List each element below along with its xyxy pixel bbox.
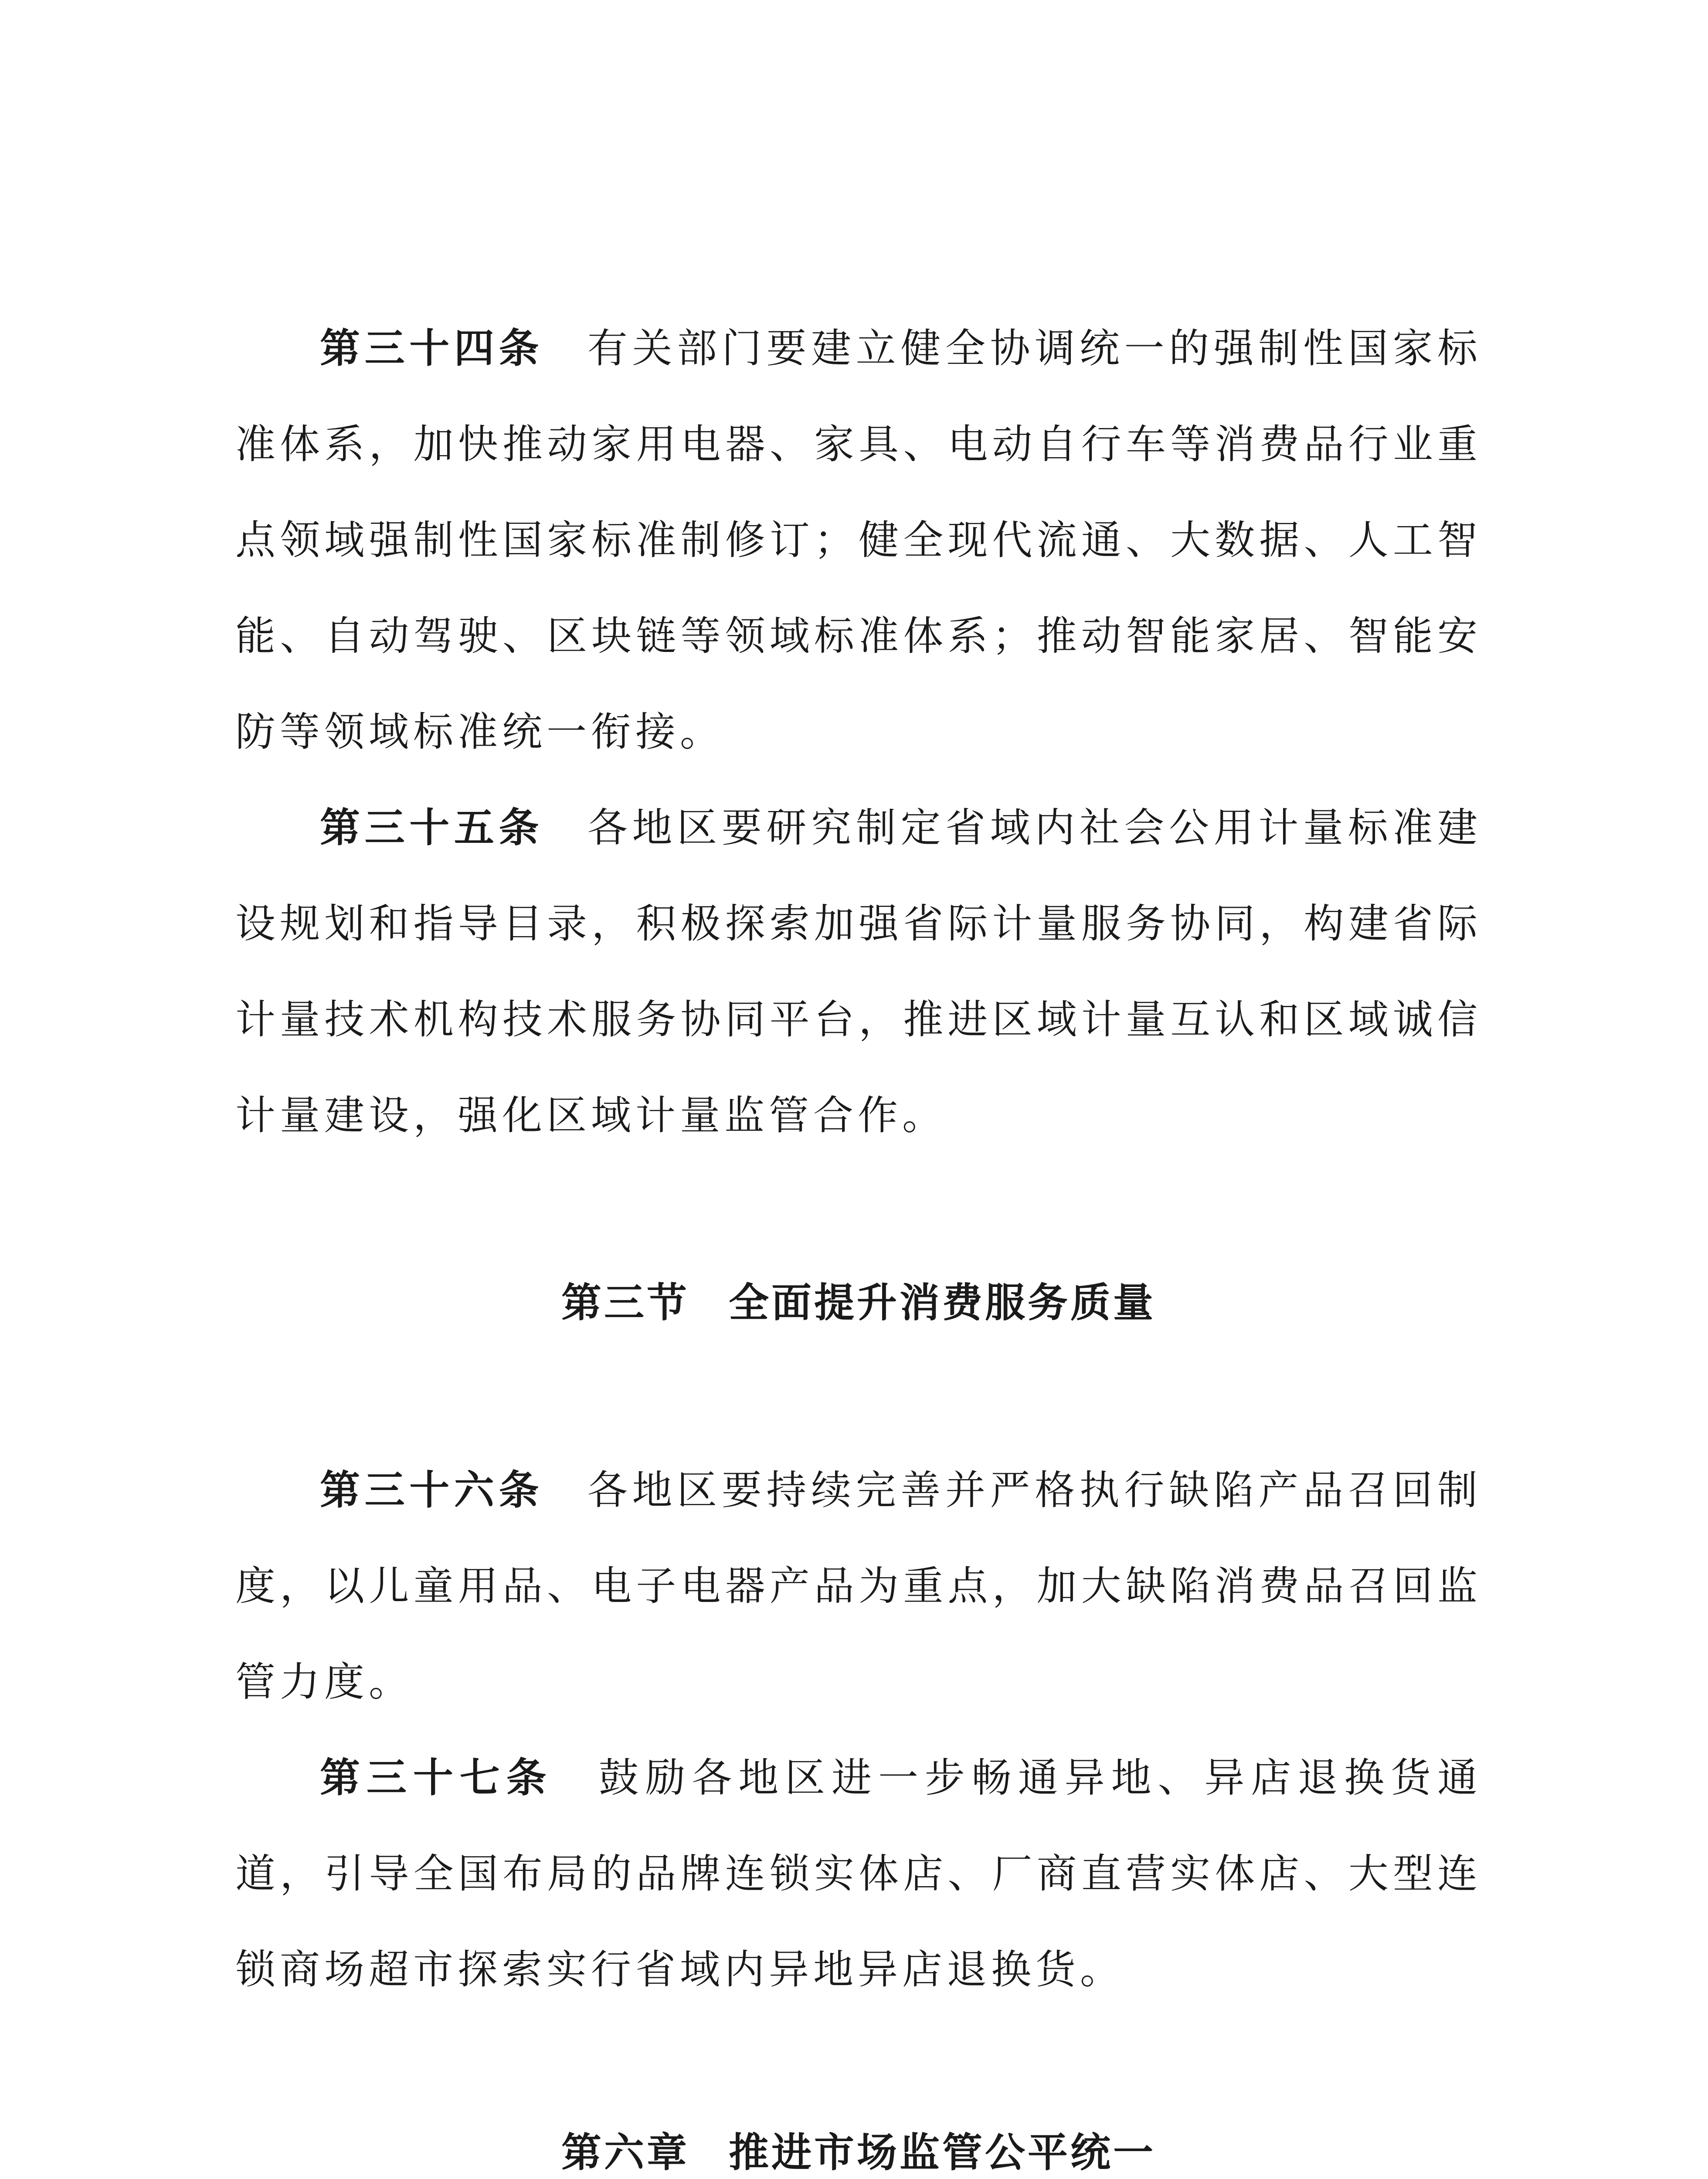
section-label: 第三节 — [561, 1280, 689, 1326]
article-text: 各地区要研究制定省域内社会公用计量标准建设规划和指导目录，积极探索加强省际计量服务协同，构建省际计量技术机构技术服务协同平台，推进区域计量互认和区域诚信计量建设，强化区域计量监管合作。 — [235, 804, 1482, 1139]
section-title: 全面提升消费服务质量 — [729, 1280, 1156, 1326]
article-35 — [235, 780, 1482, 1164]
article-number: 第三十七条 — [320, 1755, 553, 1801]
article-text: 各地区要持续完善并严格执行缺陷产品召回制度，以儿童用品、电子电器产品为重点，加大缺陷消费品召回监管力度。 — [235, 1467, 1482, 1705]
article-number: 第三十五条 — [320, 804, 544, 851]
article-number: 第三十六条 — [320, 1467, 544, 1514]
chapter-title: 推进市场监管公平统一 — [729, 2129, 1156, 2176]
article-text: 有关部门要建立健全协调统一的强制性国家标准体系，加快推动家用电器、家具、电动自行车等消费品行业重点领域强制性国家标准制修订；健全现代流通、大数据、人工智能、自动驾驶、区块链等领域标准体系；推动智能家居、智能安防等领域标准统一衔接。 — [235, 325, 1482, 755]
article-number: 第三十四条 — [320, 325, 544, 372]
chapter-heading — [235, 2105, 1482, 2179]
article-36 — [235, 1442, 1482, 1730]
chapter-label: 第六章 — [561, 2129, 689, 2176]
article-text: 鼓励各地区进一步畅通异地、异店退换货通道，引导全国布局的品牌连锁实体店、厂商直营实体店、大型连锁商场超市探索实行省域内异地异店退换货。 — [235, 1755, 1482, 1993]
document-body — [235, 301, 1482, 2179]
section-heading — [235, 1255, 1482, 1351]
article-37 — [235, 1730, 1482, 2018]
article-34 — [235, 301, 1482, 780]
